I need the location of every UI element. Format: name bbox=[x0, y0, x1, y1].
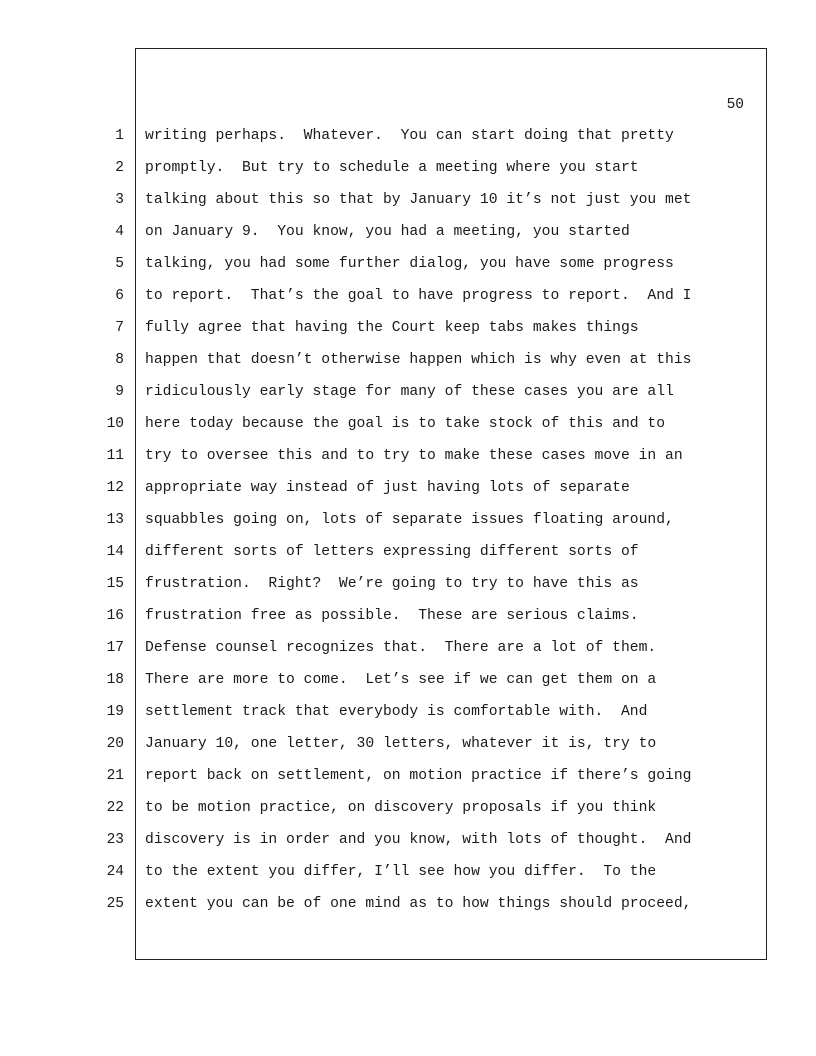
line-number: 21 bbox=[106, 768, 124, 784]
line-number: 23 bbox=[106, 832, 124, 848]
line-text: here today because the goal is to take stock of this and to bbox=[145, 416, 666, 432]
line-text: report back on settlement, on motion practice if there’s going bbox=[145, 768, 692, 784]
transcript-line bbox=[0, 734, 816, 766]
transcript-line bbox=[0, 798, 816, 830]
transcript-line bbox=[0, 222, 816, 254]
line-text: on January 9. You know, you had a meeting, you started bbox=[145, 224, 630, 240]
line-text: squabbles going on, lots of separate issues floating around, bbox=[145, 512, 674, 528]
line-number: 24 bbox=[106, 864, 124, 880]
line-number: 8 bbox=[115, 352, 124, 368]
line-number: 1 bbox=[115, 128, 124, 144]
transcript-line bbox=[0, 414, 816, 446]
line-text: talking about this so that by January 10 it’s not just you met bbox=[145, 192, 692, 208]
line-text: to be motion practice, on discovery proposals if you think bbox=[145, 800, 657, 816]
line-text: appropriate way instead of just having lots of separate bbox=[145, 480, 630, 496]
transcript-line bbox=[0, 318, 816, 350]
line-number: 7 bbox=[115, 320, 124, 336]
line-text: fully agree that having the Court keep tabs makes things bbox=[145, 320, 639, 336]
line-text: There are more to come. Let’s see if we can get them on a bbox=[145, 672, 657, 688]
transcript-line bbox=[0, 254, 816, 286]
transcript-line bbox=[0, 638, 816, 670]
transcript-line bbox=[0, 126, 816, 158]
line-number: 15 bbox=[106, 576, 124, 592]
line-number: 17 bbox=[106, 640, 124, 656]
transcript-line bbox=[0, 670, 816, 702]
line-text: frustration. Right? We’re going to try to have this as bbox=[145, 576, 639, 592]
line-number: 12 bbox=[106, 480, 124, 496]
line-text: to report. That’s the goal to have progress to report. And I bbox=[145, 288, 692, 304]
line-number: 11 bbox=[106, 448, 124, 464]
line-number: 14 bbox=[106, 544, 124, 560]
transcript-line bbox=[0, 446, 816, 478]
transcript-line bbox=[0, 478, 816, 510]
line-number: 5 bbox=[115, 256, 124, 272]
line-text: Defense counsel recognizes that. There are a lot of them. bbox=[145, 640, 657, 656]
line-text: try to oversee this and to try to make these cases move in an bbox=[145, 448, 683, 464]
transcript-lines bbox=[0, 126, 816, 926]
transcript-line bbox=[0, 702, 816, 734]
transcript-line bbox=[0, 574, 816, 606]
transcript-line bbox=[0, 542, 816, 574]
line-number: 3 bbox=[115, 192, 124, 208]
line-text: ridiculously early stage for many of these cases you are all bbox=[145, 384, 674, 400]
line-number: 6 bbox=[115, 288, 124, 304]
line-number: 16 bbox=[106, 608, 124, 624]
transcript-line bbox=[0, 830, 816, 862]
line-number: 13 bbox=[106, 512, 124, 528]
transcript-line bbox=[0, 510, 816, 542]
transcript-line bbox=[0, 190, 816, 222]
line-text: different sorts of letters expressing different sorts of bbox=[145, 544, 639, 560]
transcript-line bbox=[0, 606, 816, 638]
line-number: 9 bbox=[115, 384, 124, 400]
line-text: frustration free as possible. These are serious claims. bbox=[145, 608, 639, 624]
line-number: 10 bbox=[106, 416, 124, 432]
transcript-line bbox=[0, 158, 816, 190]
transcript-line bbox=[0, 766, 816, 798]
page-number: 50 bbox=[726, 97, 744, 113]
line-text: happen that doesn’t otherwise happen which is why even at this bbox=[145, 352, 692, 368]
line-text: talking, you had some further dialog, you have some progress bbox=[145, 256, 674, 272]
line-text: settlement track that everybody is comfortable with. And bbox=[145, 704, 648, 720]
line-number: 22 bbox=[106, 800, 124, 816]
transcript-line bbox=[0, 382, 816, 414]
line-number: 4 bbox=[115, 224, 124, 240]
line-text: January 10, one letter, 30 letters, whatever it is, try to bbox=[145, 736, 657, 752]
transcript-line bbox=[0, 286, 816, 318]
transcript-line bbox=[0, 894, 816, 926]
line-text: extent you can be of one mind as to how things should proceed, bbox=[145, 896, 692, 912]
line-number: 19 bbox=[106, 704, 124, 720]
line-number: 20 bbox=[106, 736, 124, 752]
line-text: promptly. But try to schedule a meeting where you start bbox=[145, 160, 639, 176]
transcript-line bbox=[0, 350, 816, 382]
line-number: 2 bbox=[115, 160, 124, 176]
line-text: to the extent you differ, I’ll see how you differ. To the bbox=[145, 864, 657, 880]
transcript-line bbox=[0, 862, 816, 894]
line-text: writing perhaps. Whatever. You can start doing that pretty bbox=[145, 128, 674, 144]
line-number: 25 bbox=[106, 896, 124, 912]
line-number: 18 bbox=[106, 672, 124, 688]
line-text: discovery is in order and you know, with lots of thought. And bbox=[145, 832, 692, 848]
